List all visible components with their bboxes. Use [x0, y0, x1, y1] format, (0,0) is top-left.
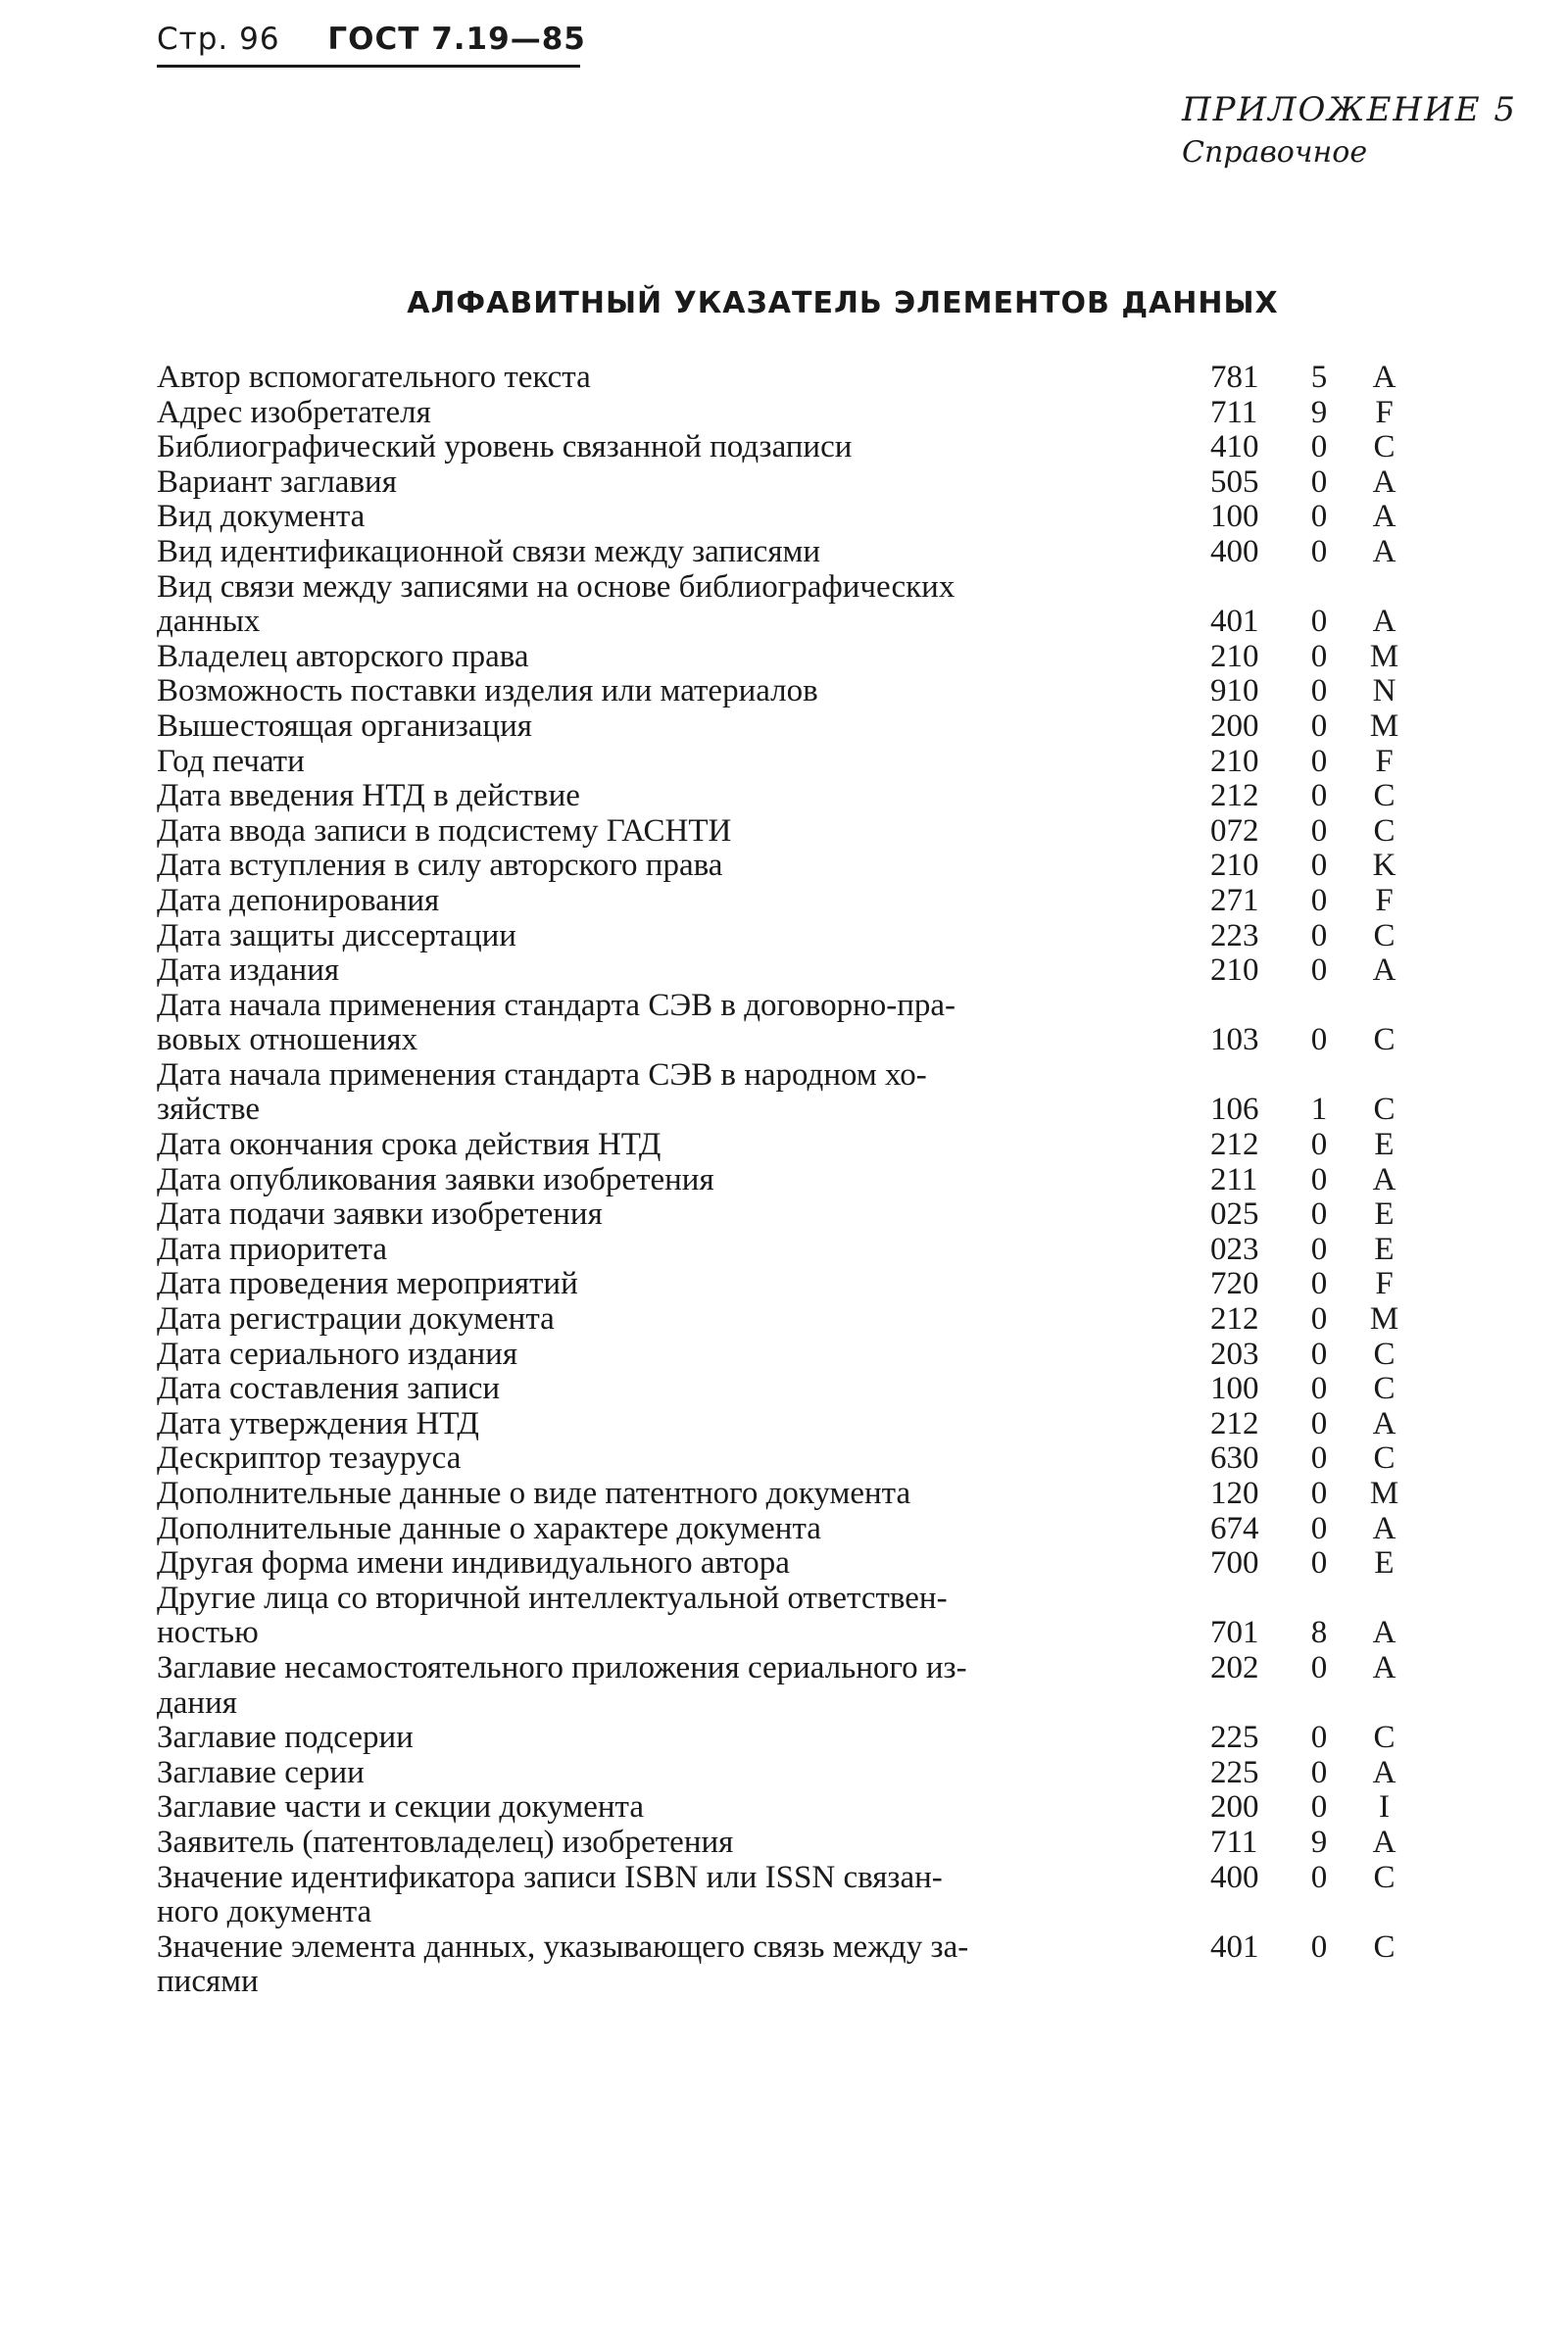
- entry-name-line: Адрес изобретателя: [157, 394, 431, 430]
- index-entry: [157, 361, 1421, 396]
- entry-tag-code: 210: [1210, 743, 1259, 779]
- entry-indicator: 0: [1310, 1720, 1328, 1756]
- entry-name-line: Дата утверждения НТД: [157, 1405, 479, 1441]
- index-entry: [157, 953, 1421, 989]
- entry-status: N: [1372, 673, 1396, 709]
- entry-status: E: [1374, 1545, 1395, 1582]
- entry-name: [157, 1058, 1210, 1128]
- index-entry: [157, 430, 1421, 465]
- entry-status: C: [1373, 778, 1396, 814]
- index-title-text: АЛФАВИТНЫЙ УКАЗАТЕЛЬ ЭЛЕМЕНТОВ ДАННЫХ: [407, 286, 1279, 320]
- index-entry: [157, 500, 1421, 535]
- entry-name: [157, 570, 1210, 640]
- entry-name: [157, 640, 1210, 675]
- entry-indicator: 0: [1310, 1754, 1328, 1790]
- entry-tag-code: 410: [1210, 429, 1259, 465]
- entry-name: [157, 361, 1210, 396]
- entry-name-line: дания: [157, 1684, 237, 1721]
- entry-name-line: Владелец авторского права: [157, 638, 529, 674]
- entry-status: E: [1374, 1231, 1395, 1267]
- entry-status: A: [1372, 1161, 1396, 1197]
- entry-status: A: [1372, 499, 1396, 535]
- entry-status: C: [1373, 1440, 1396, 1477]
- entry-name: [157, 1197, 1210, 1233]
- entry-name-line: Дата регистрации документа: [157, 1301, 555, 1338]
- entry-tag-code: 210: [1210, 638, 1259, 674]
- index-entry: [157, 1826, 1421, 1861]
- entry-tag-code: 720: [1210, 1266, 1259, 1302]
- index-entry: [157, 1233, 1421, 1268]
- entry-name-line: Вид документа: [157, 499, 366, 535]
- entry-tag-code: 400: [1210, 1859, 1259, 1895]
- entry-indicator: 0: [1310, 638, 1328, 674]
- index-title: [0, 286, 1568, 320]
- entry-name: [157, 849, 1210, 884]
- entry-indicator: 0: [1310, 1336, 1328, 1372]
- entry-name-line: Дата окончания срока действия НТД: [157, 1127, 662, 1163]
- entry-name-line: Год печати: [157, 743, 305, 779]
- entry-indicator: 0: [1310, 1127, 1328, 1163]
- entry-name-line: ного документа: [157, 1894, 372, 1930]
- entry-indicator: 9: [1310, 1824, 1328, 1860]
- entry-tag-code: 072: [1210, 812, 1259, 849]
- entry-tag-code: 223: [1210, 917, 1259, 953]
- entry-indicator: 0: [1310, 1649, 1328, 1685]
- entry-name-line: Дата депонирования: [157, 882, 440, 918]
- entry-status: A: [1372, 952, 1396, 989]
- entry-name: [157, 674, 1210, 709]
- entry-status: F: [1375, 394, 1394, 430]
- entry-name-line: Заглавие части и секции документа: [157, 1789, 644, 1826]
- entry-name: [157, 989, 1210, 1058]
- index-entry: [157, 1930, 1421, 2000]
- entry-name: [157, 919, 1210, 954]
- index-entry: [157, 1058, 1421, 1128]
- entry-status: A: [1372, 360, 1396, 395]
- entry-status: A: [1372, 1824, 1396, 1860]
- entry-name-line: Дата сериального издания: [157, 1336, 517, 1372]
- entry-status: C: [1373, 1092, 1396, 1128]
- page-number: Стр. 96: [157, 22, 280, 57]
- entry-indicator: 0: [1310, 707, 1328, 744]
- appendix-subtitle: Справочное: [1181, 135, 1368, 170]
- entry-tag-code: 701: [1210, 1615, 1259, 1651]
- entry-status: M: [1369, 1301, 1399, 1338]
- entry-name-line: Дата приоритета: [157, 1231, 388, 1267]
- entry-status: M: [1369, 707, 1399, 744]
- entry-status: C: [1373, 1371, 1396, 1407]
- entry-indicator: 1: [1310, 1092, 1328, 1128]
- entry-indicator: 0: [1310, 778, 1328, 814]
- entry-name: [157, 1826, 1210, 1861]
- index-entry: [157, 465, 1421, 501]
- entry-name: [157, 1721, 1210, 1756]
- entry-indicator: 5: [1310, 360, 1328, 395]
- index-entry: [157, 745, 1421, 780]
- entry-name: [157, 1861, 1210, 1930]
- index-entry: [157, 1338, 1421, 1373]
- entry-name: [157, 1930, 1210, 2000]
- entry-indicator: 0: [1310, 1196, 1328, 1233]
- entry-tag-code: 212: [1210, 1127, 1259, 1163]
- entry-name: [157, 1163, 1210, 1198]
- entry-status: A: [1372, 1405, 1396, 1441]
- entry-indicator: 9: [1310, 394, 1328, 430]
- entry-name: [157, 500, 1210, 535]
- entry-name-line: Заглавие подсерии: [157, 1720, 414, 1756]
- entry-indicator: 0: [1310, 1405, 1328, 1441]
- entry-indicator: 0: [1310, 882, 1328, 918]
- entry-name: [157, 430, 1210, 465]
- entry-status: C: [1373, 1720, 1396, 1756]
- entry-indicator: 0: [1310, 1231, 1328, 1267]
- entry-indicator: 0: [1310, 673, 1328, 709]
- entry-status: A: [1372, 1510, 1396, 1546]
- page-header: [157, 22, 586, 57]
- entry-tag-code: 711: [1210, 394, 1258, 430]
- entry-indicator: 0: [1310, 1022, 1328, 1058]
- entry-name-line: Заглавие несамостоятельного приложения сериального из-: [157, 1649, 967, 1685]
- entry-tag-code: 212: [1210, 1405, 1259, 1441]
- entry-tag-code: 211: [1210, 1161, 1258, 1197]
- entry-indicator: 0: [1310, 464, 1328, 500]
- entry-name: [157, 1407, 1210, 1442]
- entry-name: [157, 1372, 1210, 1407]
- entry-tag-code: 401: [1210, 1928, 1259, 1965]
- entry-name-line: Дата подачи заявки изобретения: [157, 1196, 603, 1233]
- entry-indicator: 0: [1310, 1161, 1328, 1197]
- entry-tag-code: 225: [1210, 1720, 1259, 1756]
- entry-name: [157, 1790, 1210, 1826]
- entry-tag-code: 505: [1210, 464, 1259, 500]
- entry-name: [157, 1756, 1210, 1791]
- index-entry: [157, 1756, 1421, 1791]
- entry-tag-code: 212: [1210, 1301, 1259, 1338]
- index-entry: [157, 1721, 1421, 1756]
- entry-name-line: Автор вспомогательного текста: [157, 360, 591, 395]
- entry-name-line: Значение элемента данных, указывающего связь между за-: [157, 1928, 969, 1965]
- entry-name-line: Дата вступления в силу авторского права: [157, 848, 723, 884]
- entry-status: C: [1373, 1336, 1396, 1372]
- index-entry: [157, 1267, 1421, 1302]
- entry-name-line: данных: [157, 604, 261, 640]
- entry-name: [157, 953, 1210, 989]
- entry-name-line: Заявитель (патентовладелец) изобретения: [157, 1824, 734, 1860]
- entry-name-line: Библиографический уровень связанной подзаписи: [157, 429, 853, 465]
- entry-name-line: вовых отношениях: [157, 1022, 418, 1058]
- entry-tag-code: 271: [1210, 882, 1259, 918]
- index-entry: [157, 709, 1421, 745]
- entry-status: E: [1374, 1127, 1395, 1163]
- entry-name: [157, 535, 1210, 570]
- entry-name: [157, 1546, 1210, 1582]
- entry-status: C: [1373, 1022, 1396, 1058]
- entry-name: [157, 745, 1210, 780]
- entry-name-line: Дата составления записи: [157, 1371, 500, 1407]
- appendix-title: ПРИЛОЖЕНИЕ 5: [1181, 90, 1517, 129]
- index-entry: [157, 570, 1421, 640]
- entry-indicator: 0: [1310, 848, 1328, 884]
- entry-tag-code: 120: [1210, 1476, 1259, 1511]
- entry-name: [157, 884, 1210, 919]
- entry-status: M: [1369, 638, 1399, 674]
- entry-name: [157, 1582, 1210, 1651]
- entry-tag-code: 630: [1210, 1440, 1259, 1477]
- entry-name-line: Дата начала применения стандарта СЭВ в народном хо-: [157, 1056, 927, 1093]
- entry-status: K: [1372, 848, 1396, 884]
- index-entry: [157, 919, 1421, 954]
- entry-status: E: [1374, 1196, 1395, 1233]
- entry-name: [157, 396, 1210, 431]
- entry-name: [157, 1267, 1210, 1302]
- entry-status: A: [1372, 464, 1396, 500]
- header-rule: [157, 65, 580, 68]
- entry-indicator: 0: [1310, 533, 1328, 569]
- entry-status: C: [1373, 1859, 1396, 1895]
- entry-name-line: зяйстве: [157, 1092, 260, 1128]
- entry-name-line: Дополнительные данные о характере документа: [157, 1510, 821, 1546]
- entry-tag-code: 210: [1210, 848, 1259, 884]
- entry-tag-code: 106: [1210, 1092, 1259, 1128]
- entry-name: [157, 1302, 1210, 1338]
- entry-tag-code: 781: [1210, 360, 1259, 395]
- entry-name-line: Возможность поставки изделия или материалов: [157, 673, 818, 709]
- entry-name: [157, 1441, 1210, 1477]
- entry-name-line: Дескриптор тезауруса: [157, 1440, 462, 1477]
- entry-name-line: Вид идентификационной связи между записями: [157, 533, 821, 569]
- entry-tag-code: 100: [1210, 499, 1259, 535]
- index-entry: [157, 1512, 1421, 1547]
- entry-tag-code: 200: [1210, 1789, 1259, 1826]
- entry-tag-code: 025: [1210, 1196, 1259, 1233]
- index-entry: [157, 779, 1421, 814]
- entry-status: A: [1372, 1615, 1396, 1651]
- index-entry: [157, 1407, 1421, 1442]
- entry-name: [157, 1512, 1210, 1547]
- entry-name-line: Дата начала применения стандарта СЭВ в договорно-пра-: [157, 987, 956, 1023]
- index-entry: [157, 1582, 1421, 1651]
- entry-status: F: [1375, 1266, 1394, 1302]
- entry-tag-code: 023: [1210, 1231, 1259, 1267]
- entry-name-line: писями: [157, 1964, 259, 2000]
- entry-status: C: [1373, 812, 1396, 849]
- entry-tag-code: 674: [1210, 1510, 1259, 1546]
- entry-name-line: Дата ввода записи в подсистему ГАСНТИ: [157, 812, 732, 849]
- entry-status: A: [1372, 1649, 1396, 1685]
- index-entry: [157, 1651, 1421, 1721]
- index-entry: [157, 1302, 1421, 1338]
- entry-name: [157, 465, 1210, 501]
- index-entry: [157, 1441, 1421, 1477]
- entry-indicator: 0: [1310, 1545, 1328, 1582]
- standard-code: ГОСТ 7.19—85: [327, 22, 586, 57]
- entry-indicator: 0: [1310, 1266, 1328, 1302]
- entry-indicator: 0: [1310, 1859, 1328, 1895]
- entry-name: [157, 779, 1210, 814]
- entry-indicator: 8: [1310, 1615, 1328, 1651]
- entry-status: C: [1373, 917, 1396, 953]
- entry-name-line: Вышестоящая организация: [157, 707, 532, 744]
- entry-tag-code: 910: [1210, 673, 1259, 709]
- entry-name: [157, 1338, 1210, 1373]
- entry-tag-code: 700: [1210, 1545, 1259, 1582]
- entry-status: I: [1379, 1789, 1390, 1826]
- index-entry: [157, 1128, 1421, 1163]
- index-entry: [157, 1372, 1421, 1407]
- entry-indicator: 0: [1310, 1440, 1328, 1477]
- index-entry: [157, 396, 1421, 431]
- entry-tag-code: 203: [1210, 1336, 1259, 1372]
- entry-indicator: 0: [1310, 499, 1328, 535]
- entry-indicator: 0: [1310, 917, 1328, 953]
- index-entry: [157, 1163, 1421, 1198]
- entry-tag-code: 103: [1210, 1022, 1259, 1058]
- index-entry: [157, 640, 1421, 675]
- entry-indicator: 0: [1310, 1301, 1328, 1338]
- entry-name: [157, 1651, 1210, 1721]
- entry-tag-code: 401: [1210, 604, 1259, 640]
- entry-indicator: 0: [1310, 1928, 1328, 1965]
- entry-name-line: Значение идентификатора записи ISBN или ISSN связан-: [157, 1859, 943, 1895]
- entry-name-line: Дата проведения мероприятий: [157, 1266, 578, 1302]
- index-entry: [157, 1790, 1421, 1826]
- entry-name-line: Вариант заглавия: [157, 464, 397, 500]
- entry-status: A: [1372, 604, 1396, 640]
- entry-name-line: Дополнительные данные о виде патентного документа: [157, 1476, 911, 1511]
- entry-tag-code: 202: [1210, 1649, 1259, 1685]
- entry-status: C: [1373, 429, 1396, 465]
- index-entry: [157, 674, 1421, 709]
- entry-indicator: 0: [1310, 604, 1328, 640]
- index-entry: [157, 814, 1421, 850]
- entry-tag-code: 225: [1210, 1754, 1259, 1790]
- entry-status: A: [1372, 1754, 1396, 1790]
- entry-name-line: Другие лица со вторичной интеллектуальной ответствен-: [157, 1580, 948, 1616]
- data-element-index: [157, 361, 1421, 2000]
- entry-tag-code: 210: [1210, 952, 1259, 989]
- entry-name-line: Дата защиты диссертации: [157, 917, 516, 953]
- entry-indicator: 0: [1310, 1476, 1328, 1511]
- entry-name-line: Заглавие серии: [157, 1754, 365, 1790]
- entry-name: [157, 814, 1210, 850]
- entry-indicator: 0: [1310, 812, 1328, 849]
- index-entry: [157, 884, 1421, 919]
- entry-status: M: [1369, 1476, 1399, 1511]
- entry-name: [157, 1477, 1210, 1512]
- entry-name-line: Дата издания: [157, 952, 340, 989]
- entry-name-line: ностью: [157, 1615, 259, 1651]
- entry-indicator: 0: [1310, 952, 1328, 989]
- entry-name-line: Дата опубликования заявки изобретения: [157, 1161, 714, 1197]
- entry-tag-code: 711: [1210, 1824, 1258, 1860]
- entry-name-line: Дата введения НТД в действие: [157, 778, 580, 814]
- entry-indicator: 0: [1310, 743, 1328, 779]
- entry-name: [157, 709, 1210, 745]
- entry-status: F: [1375, 743, 1394, 779]
- entry-name-line: Другая форма имени индивидуального автора: [157, 1545, 790, 1582]
- entry-tag-code: 100: [1210, 1371, 1259, 1407]
- entry-status: A: [1372, 533, 1396, 569]
- entry-indicator: 0: [1310, 429, 1328, 465]
- index-entry: [157, 535, 1421, 570]
- index-entry: [157, 989, 1421, 1058]
- appendix-label: [1182, 90, 1517, 170]
- entry-indicator: 0: [1310, 1789, 1328, 1826]
- index-entry: [157, 849, 1421, 884]
- entry-indicator: 0: [1310, 1510, 1328, 1546]
- entry-name-line: Вид связи между записями на основе библиографических: [157, 568, 956, 605]
- index-entry: [157, 1477, 1421, 1512]
- index-entry: [157, 1861, 1421, 1930]
- entry-status: F: [1375, 882, 1394, 918]
- entry-name: [157, 1233, 1210, 1268]
- entry-tag-code: 212: [1210, 778, 1259, 814]
- entry-indicator: 0: [1310, 1371, 1328, 1407]
- entry-tag-code: 400: [1210, 533, 1259, 569]
- entry-status: C: [1373, 1928, 1396, 1965]
- index-entry: [157, 1197, 1421, 1233]
- index-entry: [157, 1546, 1421, 1582]
- entry-name: [157, 1128, 1210, 1163]
- entry-tag-code: 200: [1210, 707, 1259, 744]
